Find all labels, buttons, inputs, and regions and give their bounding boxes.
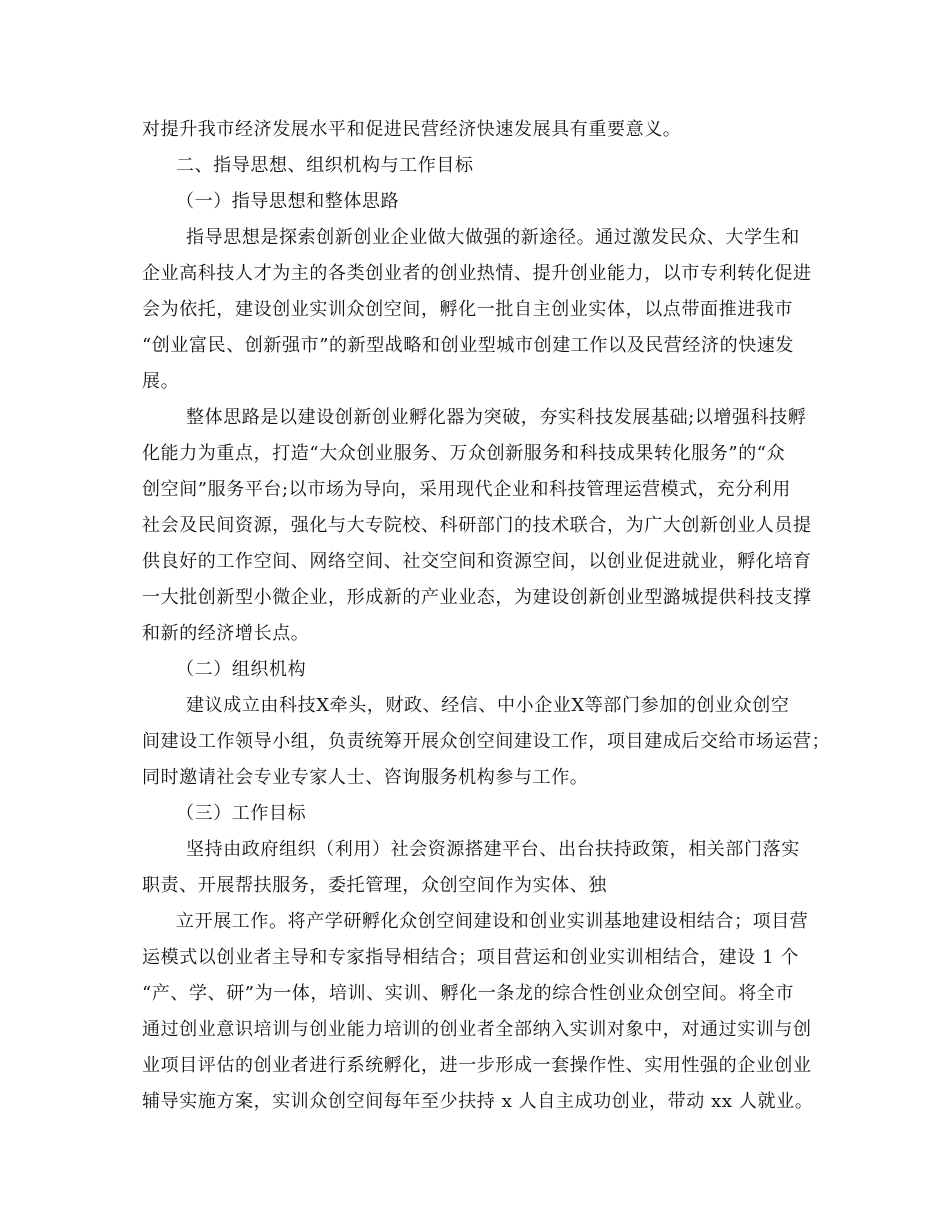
paragraph-line: 一大批创新型小微企业，形成新的产业业态，为建设创新创业型潞城提供科技支撑 [142,587,812,608]
paragraph-line: 建议成立由科技X牵头，财政、经信、中小企业X等部门参加的创业众创空 [186,695,790,716]
paragraph-line: 社会及民间资源，强化与大专院校、科研部门的技术联合，为广大创新创业人员提 [142,515,812,536]
paragraph-line: 立开展工作。将产学研孵化众创空间建设和创业实训基地建设相结合；项目营 [176,911,809,932]
paragraph-line: 业项目评估的创业者进行系统孵化，进一步形成一套操作性、实用性强的企业创业 [142,1055,812,1076]
paragraph-line: 职责、开展帮扶服务，委托管理，众创空间作为实体、独 [142,875,607,896]
paragraph-line: “产、学、研”为一体，培训、实训、孵化一条龙的综合性创业众创空间。将全市 [142,983,795,1004]
subsection-heading: （二）组织机构 [176,659,307,680]
paragraph-line: 化能力为重点，打造“大众创业服务、万众创新服务和科技成果转化服务”的“众 [142,443,786,464]
subsection-heading: （三）工作目标 [176,803,307,824]
paragraph-line: 企业高科技人才为主的各类创业者的创业热情、提升创业能力，以市专利转化促进 [142,263,812,284]
paragraph-line: 整体思路是以建设创新创业孵化器为突破，夯实科技发展基础;以增强科技孵 [186,407,807,428]
paragraph-line: 间建设工作领导小组，负责统筹开展众创空间建设工作，项目建成后交给市场运营； [142,731,831,752]
paragraph-line: 通过创业意识培训与创业能力培训的创业者全部纳入实训对象中，对通过实训与创 [142,1019,812,1040]
paragraph-line: 运模式以创业者主导和专家指导相结合；项目营运和创业实训相结合，建设 1 个 [142,947,800,968]
paragraph-line: 辅导实施方案，实训众创空间每年至少扶持 x 人自主成功创业，带动 xx 人就业。 [142,1091,814,1112]
paragraph-line: 坚持由政府组织（利用）社会资源搭建平台、出台扶持政策，相关部门落实 [186,839,800,860]
subsection-heading: （一）指导思想和整体思路 [176,191,400,212]
paragraph-line: 同时邀请社会专业专家人士、咨询服务机构参与工作。 [142,767,589,788]
section-heading: 二、指导思想、组织机构与工作目标 [176,155,474,176]
paragraph-line: 展。 [142,371,180,392]
paragraph-line: 对提升我市经济发展水平和促进民营经济快速发展具有重要意义。 [142,119,682,140]
paragraph-line: 指导思想是探索创新创业企业做大做强的新途径。通过激发民众、大学生和 [186,227,800,248]
paragraph-line: 供良好的工作空间、网络空间、社交空间和资源空间，以创业促进就业，孵化培育 [142,551,812,572]
paragraph-line: “创业富民、创新强市”的新型战略和创业型城市创建工作以及民营经济的快速发 [142,335,795,356]
paragraph-line: 会为依托，建设创业实训众创空间，孵化一批自主创业实体，以点带面推进我市 [142,299,793,320]
paragraph-line: 创空间”服务平台;以市场为导向，采用现代企业和科技管理运营模式，充分利用 [142,479,791,500]
paragraph-line: 和新的经济增长点。 [142,623,310,644]
